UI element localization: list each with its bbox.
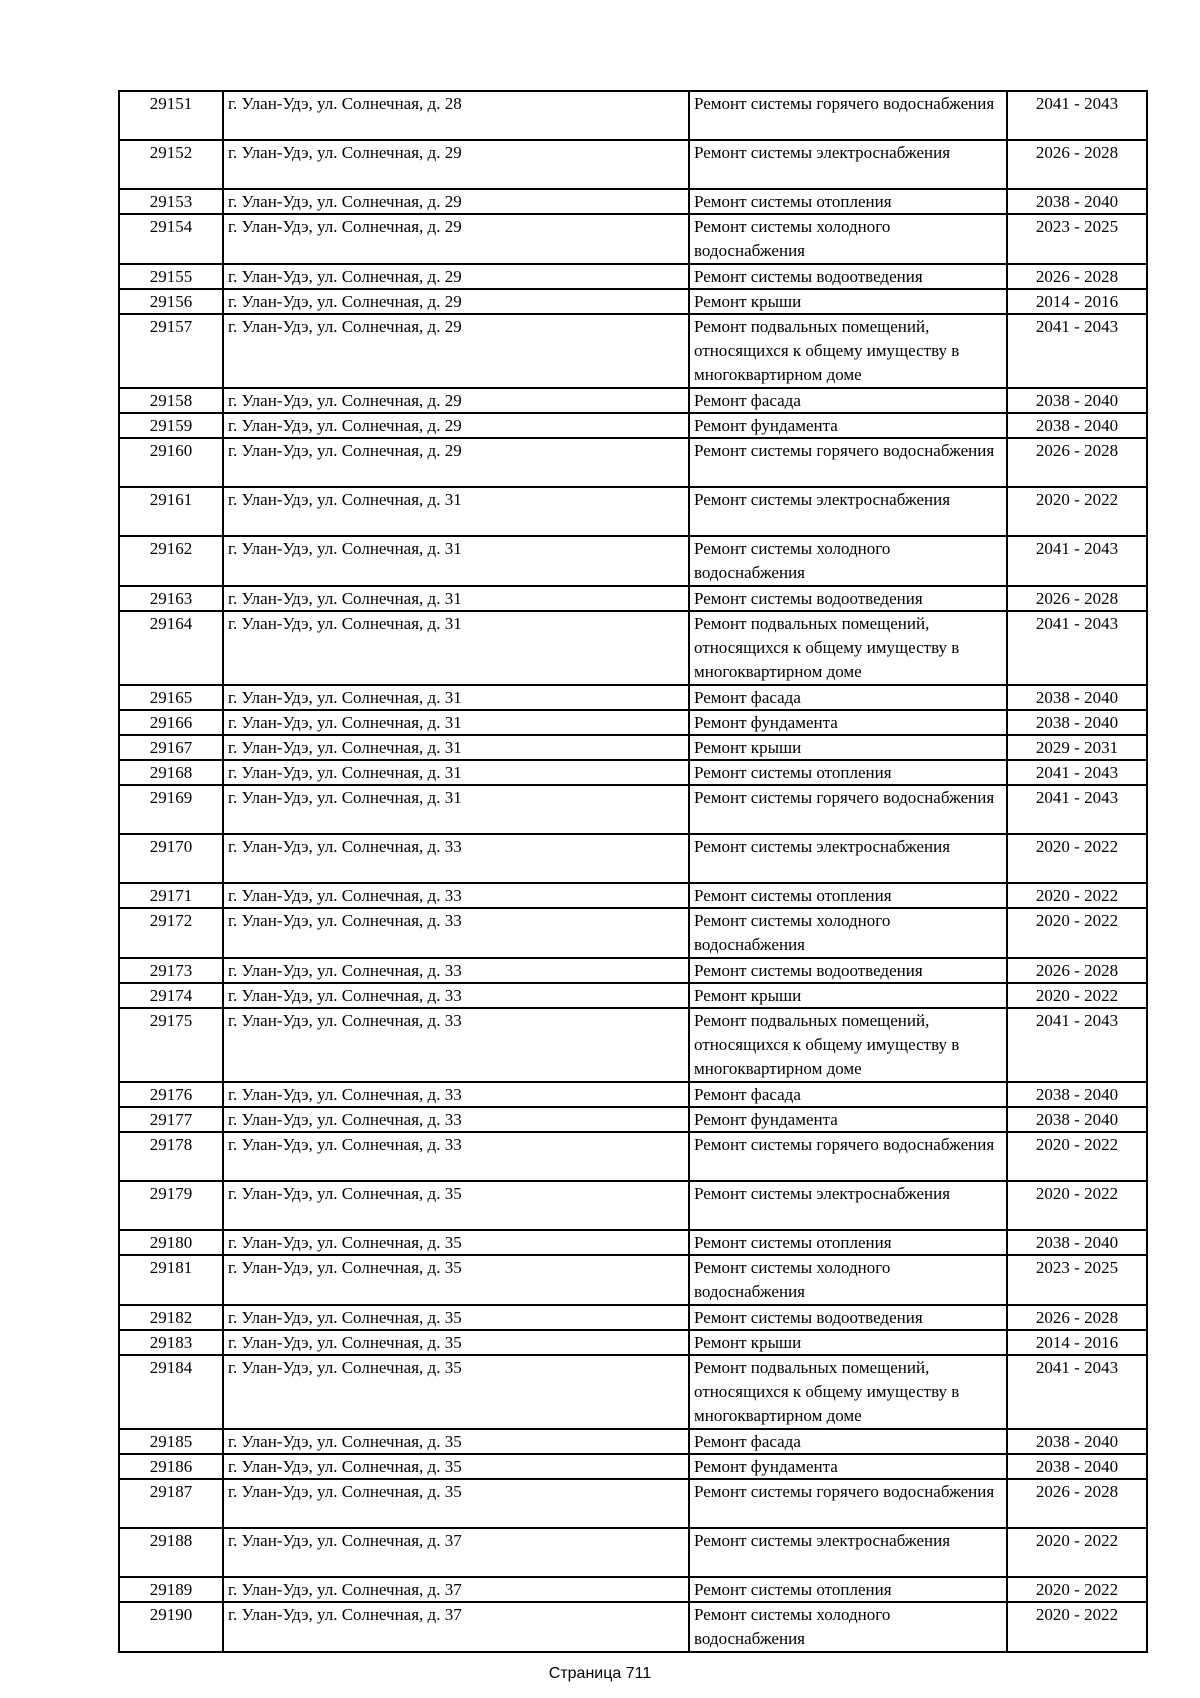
record-id-cell: 29165: [119, 685, 223, 710]
work-type-cell: Ремонт системы отопления: [689, 1577, 1007, 1602]
address-cell: г. Улан-Удэ, ул. Солнечная, д. 31: [223, 536, 689, 586]
work-type-cell: Ремонт системы горячего водоснабжения: [689, 91, 1007, 140]
address-cell: г. Улан-Удэ, ул. Солнечная, д. 35: [223, 1479, 689, 1528]
period-cell: 2041 - 2043: [1007, 760, 1147, 785]
table-row: [119, 1355, 1147, 1429]
period-cell: 2020 - 2022: [1007, 983, 1147, 1008]
table-row: [119, 1577, 1147, 1602]
address-cell: г. Улан-Удэ, ул. Солнечная, д. 31: [223, 611, 689, 685]
table-row: [119, 536, 1147, 586]
address-cell: г. Улан-Удэ, ул. Солнечная, д. 29: [223, 189, 689, 214]
work-type-cell: Ремонт системы водоотведения: [689, 586, 1007, 611]
address-cell: г. Улан-Удэ, ул. Солнечная, д. 31: [223, 735, 689, 760]
address-cell: г. Улан-Удэ, ул. Солнечная, д. 35: [223, 1355, 689, 1429]
period-cell: 2020 - 2022: [1007, 487, 1147, 536]
record-id-cell: 29157: [119, 314, 223, 388]
table-row: [119, 908, 1147, 958]
period-cell: 2020 - 2022: [1007, 1577, 1147, 1602]
address-cell: г. Улан-Удэ, ул. Солнечная, д. 31: [223, 586, 689, 611]
work-type-cell: Ремонт системы электроснабжения: [689, 834, 1007, 883]
work-type-cell: Ремонт системы отопления: [689, 189, 1007, 214]
record-id-cell: 29189: [119, 1577, 223, 1602]
address-cell: г. Улан-Удэ, ул. Солнечная, д. 29: [223, 214, 689, 264]
table-row: [119, 487, 1147, 536]
record-id-cell: 29161: [119, 487, 223, 536]
record-id-cell: 29180: [119, 1230, 223, 1255]
address-cell: г. Улан-Удэ, ул. Солнечная, д. 31: [223, 760, 689, 785]
record-id-cell: 29155: [119, 264, 223, 289]
record-id-cell: 29163: [119, 586, 223, 611]
record-id-cell: 29158: [119, 388, 223, 413]
table-row: [119, 388, 1147, 413]
work-type-cell: Ремонт системы холодного водоснабжения: [689, 214, 1007, 264]
record-id-cell: 29152: [119, 140, 223, 189]
table-row: [119, 785, 1147, 834]
work-type-cell: Ремонт системы электроснабжения: [689, 1181, 1007, 1230]
period-cell: 2038 - 2040: [1007, 388, 1147, 413]
work-type-cell: Ремонт фасада: [689, 685, 1007, 710]
address-cell: г. Улан-Удэ, ул. Солнечная, д. 31: [223, 710, 689, 735]
address-cell: г. Улан-Удэ, ул. Солнечная, д. 35: [223, 1230, 689, 1255]
record-id-cell: 29178: [119, 1132, 223, 1181]
work-type-cell: Ремонт системы отопления: [689, 883, 1007, 908]
work-type-cell: Ремонт подвальных помещений, относящихся к общему имуществу в многоквартирном доме: [689, 1355, 1007, 1429]
table-row: [119, 1429, 1147, 1454]
address-cell: г. Улан-Удэ, ул. Солнечная, д. 37: [223, 1528, 689, 1577]
work-type-cell: Ремонт крыши: [689, 983, 1007, 1008]
address-cell: г. Улан-Удэ, ул. Солнечная, д. 31: [223, 487, 689, 536]
period-cell: 2020 - 2022: [1007, 883, 1147, 908]
table-row: [119, 413, 1147, 438]
table-row: [119, 1132, 1147, 1181]
address-cell: г. Улан-Удэ, ул. Солнечная, д. 33: [223, 1008, 689, 1082]
table-row: [119, 834, 1147, 883]
address-cell: г. Улан-Удэ, ул. Солнечная, д. 29: [223, 314, 689, 388]
period-cell: 2041 - 2043: [1007, 536, 1147, 586]
address-cell: г. Улан-Удэ, ул. Солнечная, д. 29: [223, 388, 689, 413]
work-type-cell: Ремонт системы горячего водоснабжения: [689, 438, 1007, 487]
work-type-cell: Ремонт фундамента: [689, 1107, 1007, 1132]
record-id-cell: 29179: [119, 1181, 223, 1230]
period-cell: 2041 - 2043: [1007, 1008, 1147, 1082]
period-cell: 2026 - 2028: [1007, 958, 1147, 983]
work-type-cell: Ремонт системы холодного водоснабжения: [689, 1255, 1007, 1305]
record-id-cell: 29167: [119, 735, 223, 760]
record-id-cell: 29190: [119, 1602, 223, 1652]
period-cell: 2038 - 2040: [1007, 1454, 1147, 1479]
period-cell: 2041 - 2043: [1007, 785, 1147, 834]
period-cell: 2038 - 2040: [1007, 1230, 1147, 1255]
table-body: [119, 91, 1147, 1652]
address-cell: г. Улан-Удэ, ул. Солнечная, д. 35: [223, 1454, 689, 1479]
period-cell: 2014 - 2016: [1007, 1330, 1147, 1355]
record-id-cell: 29177: [119, 1107, 223, 1132]
table-row: [119, 1330, 1147, 1355]
record-id-cell: 29169: [119, 785, 223, 834]
work-type-cell: Ремонт фундамента: [689, 1454, 1007, 1479]
period-cell: 2020 - 2022: [1007, 1181, 1147, 1230]
address-cell: г. Улан-Удэ, ул. Солнечная, д. 29: [223, 140, 689, 189]
address-cell: г. Улан-Удэ, ул. Солнечная, д. 29: [223, 264, 689, 289]
work-type-cell: Ремонт подвальных помещений, относящихся к общему имуществу в многоквартирном доме: [689, 314, 1007, 388]
address-cell: г. Улан-Удэ, ул. Солнечная, д. 33: [223, 1082, 689, 1107]
record-id-cell: 29172: [119, 908, 223, 958]
period-cell: 2020 - 2022: [1007, 834, 1147, 883]
record-id-cell: 29154: [119, 214, 223, 264]
repair-schedule-table: [118, 90, 1148, 1653]
table-row: [119, 883, 1147, 908]
work-type-cell: Ремонт системы горячего водоснабжения: [689, 1479, 1007, 1528]
record-id-cell: 29174: [119, 983, 223, 1008]
table-row: [119, 1528, 1147, 1577]
work-type-cell: Ремонт крыши: [689, 1330, 1007, 1355]
table-row: [119, 1008, 1147, 1082]
record-id-cell: 29159: [119, 413, 223, 438]
work-type-cell: Ремонт системы водоотведения: [689, 1305, 1007, 1330]
address-cell: г. Улан-Удэ, ул. Солнечная, д. 35: [223, 1305, 689, 1330]
table-row: [119, 1602, 1147, 1652]
table-row: [119, 983, 1147, 1008]
period-cell: 2023 - 2025: [1007, 1255, 1147, 1305]
work-type-cell: Ремонт системы электроснабжения: [689, 1528, 1007, 1577]
period-cell: 2029 - 2031: [1007, 735, 1147, 760]
address-cell: г. Улан-Удэ, ул. Солнечная, д. 33: [223, 958, 689, 983]
table-row: [119, 1479, 1147, 1528]
table-row: [119, 1255, 1147, 1305]
period-cell: 2041 - 2043: [1007, 91, 1147, 140]
work-type-cell: Ремонт системы отопления: [689, 760, 1007, 785]
record-id-cell: 29166: [119, 710, 223, 735]
address-cell: г. Улан-Удэ, ул. Солнечная, д. 29: [223, 289, 689, 314]
table-row: [119, 214, 1147, 264]
period-cell: 2026 - 2028: [1007, 1479, 1147, 1528]
table-row: [119, 314, 1147, 388]
record-id-cell: 29171: [119, 883, 223, 908]
period-cell: 2023 - 2025: [1007, 214, 1147, 264]
address-cell: г. Улан-Удэ, ул. Солнечная, д. 37: [223, 1577, 689, 1602]
table-row: [119, 140, 1147, 189]
table-row: [119, 710, 1147, 735]
period-cell: 2020 - 2022: [1007, 1132, 1147, 1181]
work-type-cell: Ремонт системы отопления: [689, 1230, 1007, 1255]
work-type-cell: Ремонт системы водоотведения: [689, 958, 1007, 983]
period-cell: 2038 - 2040: [1007, 1429, 1147, 1454]
period-cell: 2026 - 2028: [1007, 140, 1147, 189]
record-id-cell: 29182: [119, 1305, 223, 1330]
work-type-cell: Ремонт системы электроснабжения: [689, 140, 1007, 189]
record-id-cell: 29162: [119, 536, 223, 586]
record-id-cell: 29187: [119, 1479, 223, 1528]
address-cell: г. Улан-Удэ, ул. Солнечная, д. 29: [223, 413, 689, 438]
work-type-cell: Ремонт системы электроснабжения: [689, 487, 1007, 536]
work-type-cell: Ремонт системы холодного водоснабжения: [689, 908, 1007, 958]
address-cell: г. Улан-Удэ, ул. Солнечная, д. 37: [223, 1602, 689, 1652]
record-id-cell: 29168: [119, 760, 223, 785]
period-cell: 2020 - 2022: [1007, 908, 1147, 958]
address-cell: г. Улан-Удэ, ул. Солнечная, д. 31: [223, 785, 689, 834]
table-row: [119, 685, 1147, 710]
record-id-cell: 29164: [119, 611, 223, 685]
work-type-cell: Ремонт подвальных помещений, относящихся к общему имуществу в многоквартирном доме: [689, 1008, 1007, 1082]
period-cell: 2038 - 2040: [1007, 1082, 1147, 1107]
address-cell: г. Улан-Удэ, ул. Солнечная, д. 35: [223, 1181, 689, 1230]
period-cell: 2041 - 2043: [1007, 1355, 1147, 1429]
record-id-cell: 29151: [119, 91, 223, 140]
work-type-cell: Ремонт фасада: [689, 388, 1007, 413]
work-type-cell: Ремонт системы холодного водоснабжения: [689, 536, 1007, 586]
work-type-cell: Ремонт системы горячего водоснабжения: [689, 1132, 1007, 1181]
address-cell: г. Улан-Удэ, ул. Солнечная, д. 33: [223, 908, 689, 958]
address-cell: г. Улан-Удэ, ул. Солнечная, д. 33: [223, 1132, 689, 1181]
address-cell: г. Улан-Удэ, ул. Солнечная, д. 33: [223, 1107, 689, 1132]
address-cell: г. Улан-Удэ, ул. Солнечная, д. 31: [223, 685, 689, 710]
table-row: [119, 189, 1147, 214]
address-cell: г. Улан-Удэ, ул. Солнечная, д. 35: [223, 1330, 689, 1355]
table-row: [119, 1305, 1147, 1330]
table-row: [119, 289, 1147, 314]
address-cell: г. Улан-Удэ, ул. Солнечная, д. 33: [223, 983, 689, 1008]
work-type-cell: Ремонт крыши: [689, 735, 1007, 760]
record-id-cell: 29186: [119, 1454, 223, 1479]
record-id-cell: 29184: [119, 1355, 223, 1429]
period-cell: 2014 - 2016: [1007, 289, 1147, 314]
period-cell: 2041 - 2043: [1007, 314, 1147, 388]
work-type-cell: Ремонт системы горячего водоснабжения: [689, 785, 1007, 834]
period-cell: 2038 - 2040: [1007, 189, 1147, 214]
work-type-cell: Ремонт системы водоотведения: [689, 264, 1007, 289]
address-cell: г. Улан-Удэ, ул. Солнечная, д. 33: [223, 834, 689, 883]
table-row: [119, 438, 1147, 487]
table-row: [119, 264, 1147, 289]
table-row: [119, 1107, 1147, 1132]
period-cell: 2038 - 2040: [1007, 413, 1147, 438]
period-cell: 2038 - 2040: [1007, 1107, 1147, 1132]
table-row: [119, 1082, 1147, 1107]
record-id-cell: 29183: [119, 1330, 223, 1355]
table-row: [119, 958, 1147, 983]
table-row: [119, 1454, 1147, 1479]
record-id-cell: 29156: [119, 289, 223, 314]
work-type-cell: Ремонт крыши: [689, 289, 1007, 314]
period-cell: 2026 - 2028: [1007, 438, 1147, 487]
record-id-cell: 29173: [119, 958, 223, 983]
period-cell: 2020 - 2022: [1007, 1528, 1147, 1577]
address-cell: г. Улан-Удэ, ул. Солнечная, д. 35: [223, 1429, 689, 1454]
period-cell: 2041 - 2043: [1007, 611, 1147, 685]
period-cell: 2038 - 2040: [1007, 710, 1147, 735]
table-row: [119, 91, 1147, 140]
address-cell: г. Улан-Удэ, ул. Солнечная, д. 35: [223, 1255, 689, 1305]
table-row: [119, 1181, 1147, 1230]
period-cell: 2026 - 2028: [1007, 586, 1147, 611]
period-cell: 2038 - 2040: [1007, 685, 1147, 710]
period-cell: 2026 - 2028: [1007, 264, 1147, 289]
record-id-cell: 29153: [119, 189, 223, 214]
table-row: [119, 611, 1147, 685]
table-row: [119, 735, 1147, 760]
work-type-cell: Ремонт подвальных помещений, относящихся к общему имуществу в многоквартирном доме: [689, 611, 1007, 685]
table-row: [119, 1230, 1147, 1255]
work-type-cell: Ремонт системы холодного водоснабжения: [689, 1602, 1007, 1652]
record-id-cell: 29175: [119, 1008, 223, 1082]
record-id-cell: 29185: [119, 1429, 223, 1454]
record-id-cell: 29160: [119, 438, 223, 487]
period-cell: 2026 - 2028: [1007, 1305, 1147, 1330]
work-type-cell: Ремонт фасада: [689, 1429, 1007, 1454]
table-row: [119, 760, 1147, 785]
address-cell: г. Улан-Удэ, ул. Солнечная, д. 28: [223, 91, 689, 140]
record-id-cell: 29170: [119, 834, 223, 883]
address-cell: г. Улан-Удэ, ул. Солнечная, д. 33: [223, 883, 689, 908]
table-row: [119, 586, 1147, 611]
record-id-cell: 29176: [119, 1082, 223, 1107]
work-type-cell: Ремонт фасада: [689, 1082, 1007, 1107]
page-number: Страница 711: [548, 1665, 652, 1682]
record-id-cell: 29188: [119, 1528, 223, 1577]
record-id-cell: 29181: [119, 1255, 223, 1305]
address-cell: г. Улан-Удэ, ул. Солнечная, д. 29: [223, 438, 689, 487]
work-type-cell: Ремонт фундамента: [689, 413, 1007, 438]
work-type-cell: Ремонт фундамента: [689, 710, 1007, 735]
period-cell: 2020 - 2022: [1007, 1602, 1147, 1652]
